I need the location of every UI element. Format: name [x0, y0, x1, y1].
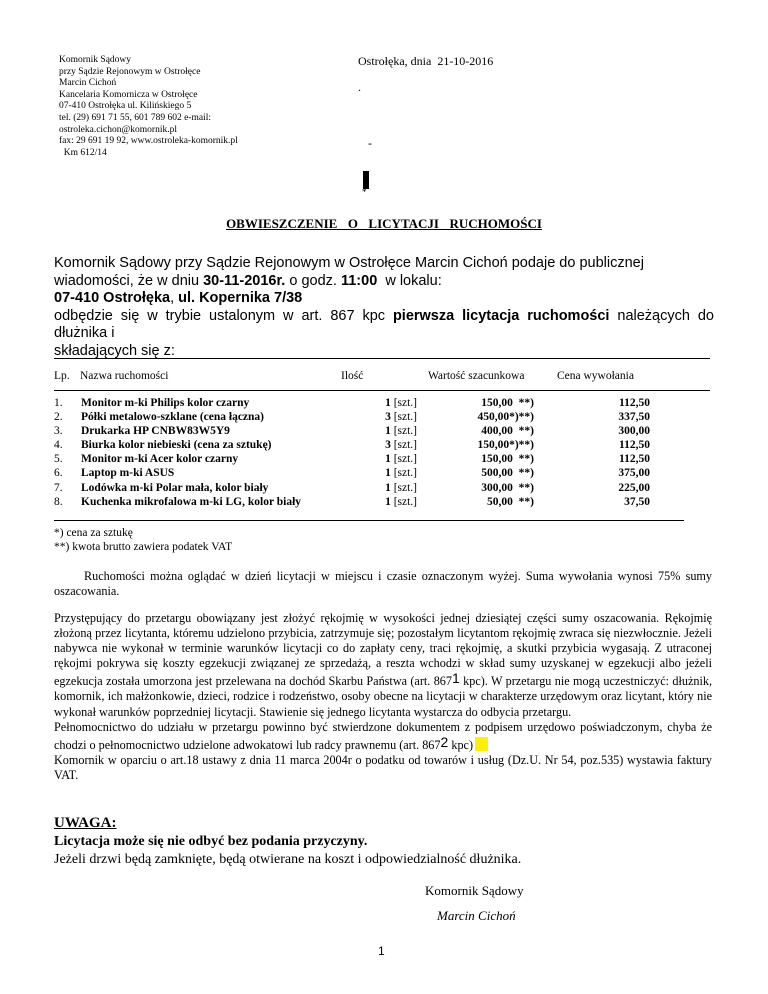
sender-line: fax: 29 691 19 92, www.ostroleka-komornik.pl — [59, 136, 238, 147]
row-number: 7. — [54, 481, 63, 494]
quantity-unit: [szt.] — [390, 453, 417, 466]
marker-star: * — [362, 187, 367, 197]
terms-text: Pełnomocnictwo do udziału w przetargu powinno być stwierdzone dokumentem z podpisem urzędowo poświadczonym, chyba że chodzi o pełnomocnictwo udzielone adwokatowi lub radcy prawnemu (art. 867 — [54, 719, 712, 752]
item-quantity — [367, 481, 417, 495]
column-header-no: Lp. — [54, 370, 70, 382]
item-starting-price: 112,50 — [619, 439, 650, 452]
auction-location — [54, 290, 714, 308]
item-quantity — [367, 396, 417, 410]
item-quantity — [367, 410, 417, 424]
deposit-terms — [54, 611, 712, 720]
intro-line-1: Komornik Sądowy przy Sądzie Rejonowym w Ostrołęce Marcin Cichoń podaje do publicznej — [54, 255, 644, 271]
item-quantity — [367, 452, 417, 466]
item-name: Biurka kolor niebieski (cena za sztukę) — [81, 439, 272, 452]
row-number: 1. — [54, 397, 63, 409]
item-name: Kuchenka mikrofalowa m-ki LG, kolor biały — [81, 495, 302, 508]
sender-line: 07-410 Ostrołęka ul. Kilińskiego 5 — [59, 101, 192, 112]
vat-terms: Komornik w oparciu o art.18 ustawy z dnia 11 marca 2004r o podatku od towarów i usług (Dz.U. Nr 54, poz.535) wystawia faktury VAT. — [54, 752, 712, 782]
row-number: 5. — [54, 453, 63, 466]
sender-line: Komornik Sądowy — [59, 55, 132, 65]
item-estimated-value: 400,00 **) — [481, 425, 534, 438]
quantity-value: 1 — [385, 495, 391, 508]
intro-text: o godz. — [285, 272, 341, 289]
footnote: **) kwota brutto zawiera podatek VAT — [54, 541, 233, 554]
quantity-unit: [szt.] — [390, 439, 417, 452]
notice-heading: UWAGA: — [54, 815, 117, 831]
quantity-value: 1 — [385, 453, 391, 466]
proxy-terms — [54, 720, 712, 753]
location-street: ul. Kopernika 7/38 — [178, 290, 303, 306]
item-name: Półki metalowo-szklane (cena łączna) — [81, 411, 265, 424]
intro-text: należących do dłużnika i — [54, 307, 714, 341]
terms-text: kpc) — [448, 737, 473, 752]
terms-text: kpc). W przetargu nie mogą uczestniczyć: dłużnik, komornik, ich małżonkowie, dzieci, rodzice i rodzeństwo, osoby obecne na licytacji w charakterze urzędowym oraz licytant, który nie wykonał warunków poprzedniej licytacji. Stawienie się jednego licytanta wystarcza do odbycia przetargu. — [54, 674, 713, 719]
divider — [54, 520, 684, 521]
item-quantity — [367, 438, 417, 452]
row-number: 2. — [54, 411, 63, 424]
item-starting-price: 225,00 — [618, 481, 650, 494]
page-number: 1 — [378, 944, 385, 958]
quantity-value: 3 — [385, 439, 391, 452]
sender-line: Marcin Cichoń — [59, 78, 117, 89]
item-estimated-value: 150,00 **) — [481, 397, 534, 409]
quantity-value: 1 — [385, 467, 391, 480]
signature-role: Komornik Sądowy — [425, 883, 524, 898]
signature-name: Marcin Cichoń — [437, 908, 516, 923]
stray-dot: . — [358, 80, 361, 94]
terms-text: Przystępujący do przetargu obowiązany jest złożyć rękojmię w wysokości jednej dziesiątej części sumy oszacowania. Rękojmię złożoną przez licytanta, któremu udzielono przybicia, zatrzymuje się; pozostałym licytantom rękojmię zwraca się niezwłocznie. Jeżeli nabywca nie wykonał w terminie warunków licytacji co do zapłaty ceny, traci rękojmię, a skutki przybicia wygasają. Z utraconej rękojmi pokrywa się koszty egzekucji związanej ze sprzedażą, a reszta wchodzi w skład sumy uzyskanej w egzekucji albo jeżeli egzekucja została umorzona jest przelewana na dochód Skarbu Państwa (art. 867 — [54, 611, 712, 689]
item-name: Laptop m-ki ASUS — [81, 467, 175, 480]
notice-line: Jeżeli drzwi będą zamknięte, będą otwierane na koszt i odpowiedzialność dłużnika. — [54, 852, 522, 867]
item-estimated-value: 150,00*)**) — [477, 439, 534, 452]
item-starting-price: 300,00 — [618, 425, 650, 438]
quantity-unit: [szt.] — [390, 411, 417, 424]
viewing-paragraph: Ruchomości można oglądać w dzień licytacji w miejscu i czasie oznaczonym wyżej. Suma wywołania wynosi 75% sumy oszacowania. — [54, 569, 712, 598]
location-city: 07-410 Ostrołęka — [54, 290, 171, 306]
superscript: 2 — [440, 733, 449, 750]
column-header-name: Nazwa ruchomości — [80, 370, 169, 382]
item-starting-price: 37,50 — [624, 495, 650, 508]
case-number: Km 612/14 — [59, 147, 107, 158]
column-header-qty: Ilość — [341, 370, 364, 382]
divider — [54, 390, 710, 391]
quantity-unit: [szt.] — [390, 397, 417, 409]
highlight-mark — [475, 737, 488, 751]
sender-line: przy Sądzie Rejonowym w Ostrołęce — [59, 66, 201, 77]
quantity-unit: [szt.] — [390, 481, 417, 494]
place-and-date: Ostrołęka, dnia 21-10-2016 — [358, 54, 494, 68]
sender-line: Kancelaria Komornicza w Ostrołęce — [59, 89, 198, 100]
item-estimated-value: 500,00 **) — [481, 467, 534, 480]
intro-line-4 — [54, 308, 714, 343]
row-number: 8. — [54, 495, 63, 508]
item-estimated-value: 450,00*)**) — [477, 411, 534, 424]
row-number: 4. — [54, 439, 63, 452]
quantity-unit: [szt.] — [390, 425, 417, 438]
item-quantity — [367, 424, 417, 438]
quantity-value: 1 — [385, 481, 391, 494]
footnote: *) cena za sztukę — [54, 527, 133, 539]
auction-time: 11:00 — [340, 272, 378, 289]
quantity-value: 1 — [385, 397, 391, 409]
quantity-unit: [szt.] — [390, 495, 417, 508]
intro-paragraph — [54, 255, 714, 360]
intro-line-5: składających się z: — [54, 342, 175, 359]
item-estimated-value: 300,00 **) — [481, 481, 534, 494]
location-separator: , — [170, 290, 179, 306]
sender-line: tel. (29) 691 71 55, 601 789 602 e-mail: — [59, 112, 211, 123]
item-estimated-value: 150,00 **) — [481, 453, 534, 466]
superscript: 1 — [451, 670, 460, 687]
item-starting-price: 112,50 — [619, 453, 650, 466]
item-name: Monitor m-ki Philips kolor czarny — [81, 397, 250, 409]
item-estimated-value: 50,00 **) — [487, 495, 534, 508]
quantity-value: 3 — [385, 411, 391, 424]
row-number: 3. — [54, 425, 63, 438]
stray-dash: - — [368, 136, 372, 150]
intro-text: wiadomości, że w dniu — [54, 272, 204, 289]
column-header-value: Wartość szacunkowa — [428, 370, 525, 382]
intro-line-2 — [54, 273, 714, 291]
document-title: OBWIESZCZENIE O LICYTACJI RUCHOMOŚCI — [226, 216, 542, 231]
item-starting-price: 375,00 — [618, 467, 650, 480]
divider — [54, 358, 710, 359]
auction-date: 30-11-2016r. — [203, 272, 286, 289]
intro-text: odbędzie się w trybie ustalonym w art. 867 kpc — [54, 307, 393, 324]
item-starting-price: 337,50 — [618, 411, 650, 424]
notice-line: Licytacja może się nie odbyć bez podania przyczyny. — [54, 834, 368, 849]
row-number: 6. — [54, 467, 63, 480]
item-quantity — [367, 466, 417, 480]
intro-text: w lokalu: — [377, 272, 442, 289]
item-quantity — [367, 495, 417, 509]
item-name: Lodówka m-ki Polar mała, kolor biały — [81, 481, 269, 494]
sender-address-block — [59, 55, 238, 159]
column-header-price: Cena wywołania — [557, 370, 634, 382]
item-name: Monitor m-ki Acer kolor czarny — [81, 453, 239, 466]
item-name: Drukarka HP CNBW83W5Y9 — [81, 425, 230, 438]
terms-paragraph — [54, 611, 712, 783]
quantity-unit: [szt.] — [390, 467, 417, 480]
item-starting-price: 112,50 — [619, 397, 650, 409]
table-footnotes — [54, 526, 232, 555]
quantity-value: 1 — [385, 425, 391, 438]
sender-line: ostroleka.cichon@komornik.pl — [59, 124, 177, 135]
auction-type: pierwsza licytacja ruchomości — [392, 307, 610, 324]
